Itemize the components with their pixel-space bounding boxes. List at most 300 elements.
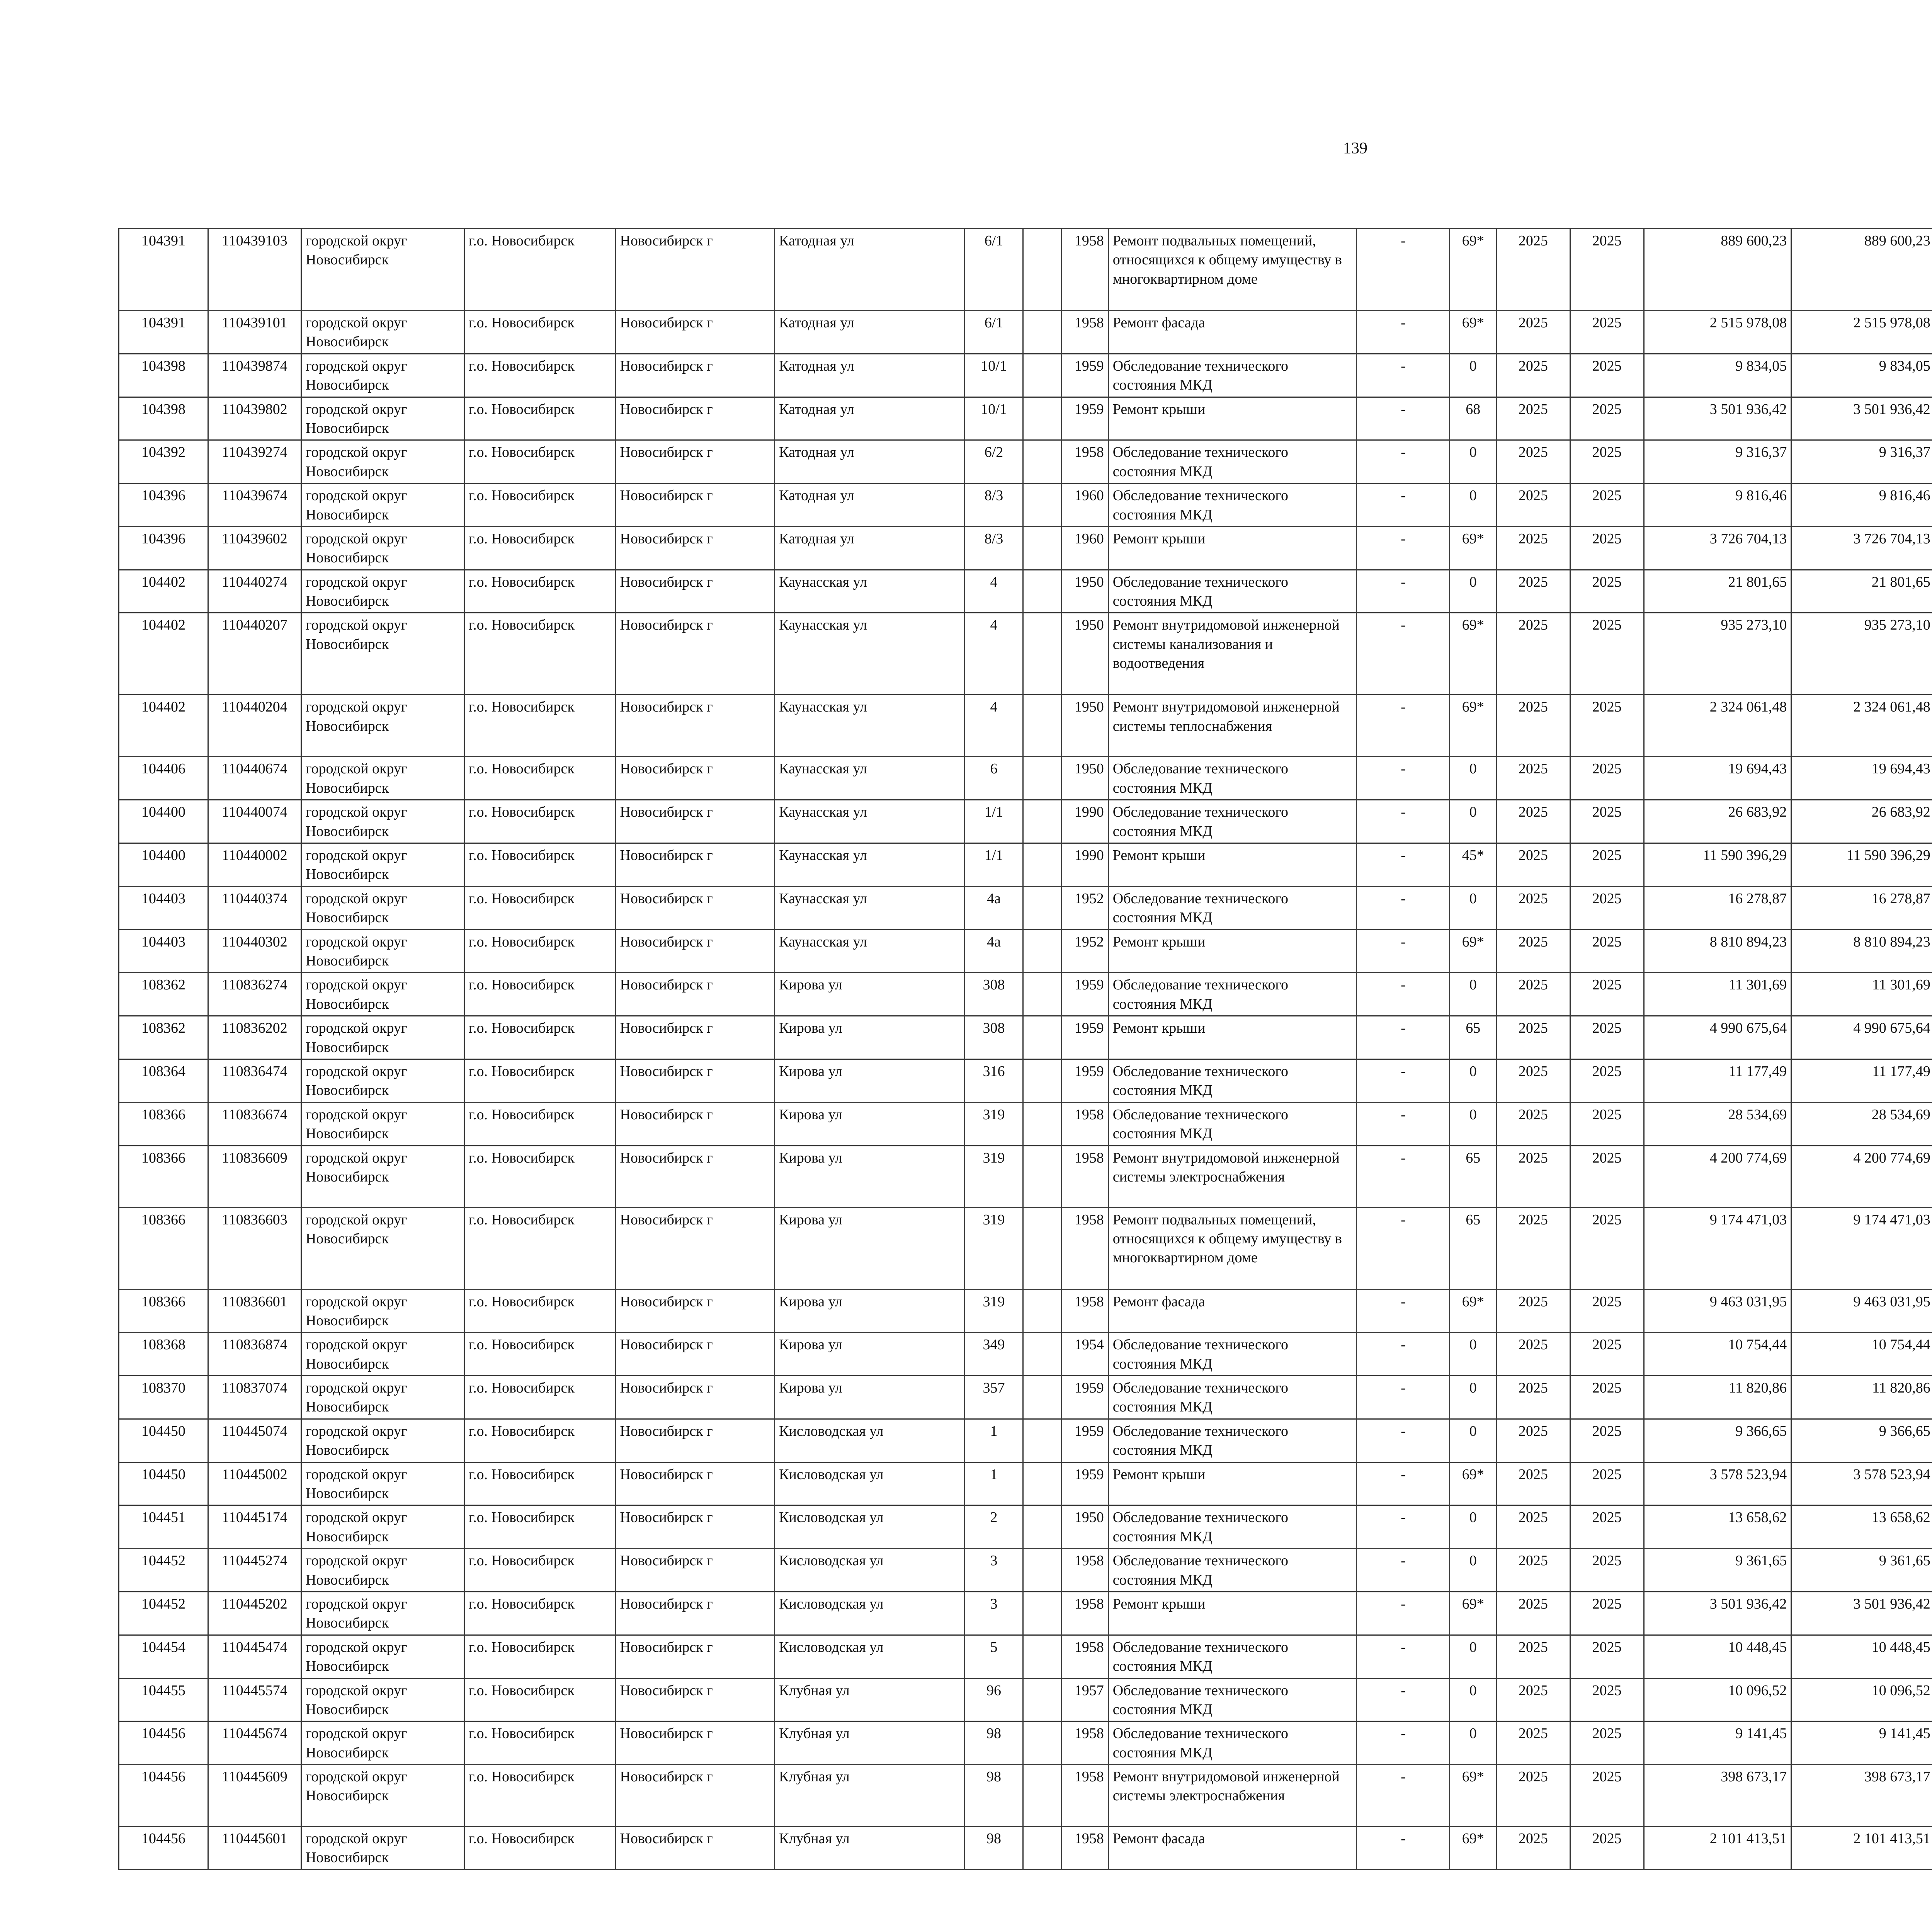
cell-plan-year-end: 2025 (1570, 800, 1644, 843)
cell-work-type: Обследование технического состояния МКД (1108, 1333, 1357, 1376)
cell-work-type: Ремонт крыши (1108, 1462, 1357, 1505)
cell-building (1023, 1592, 1061, 1635)
cell-street: Катодная ул (775, 229, 965, 311)
cell-dash-mark: - (1357, 1549, 1450, 1592)
cell-fund-cost: 9 141,45 (1791, 1721, 1932, 1765)
cell-total-cost: 398 673,17 (1644, 1765, 1791, 1827)
cell-work-type: Обследование технического состояния МКД (1108, 354, 1357, 397)
cell-municipality: городской округ Новосибирск (301, 1549, 464, 1592)
cell-street: Катодная ул (775, 484, 965, 527)
cell-plan-year-end: 2025 (1570, 973, 1644, 1016)
cell-house-id: 108362 (119, 1016, 208, 1059)
cell-building (1023, 1207, 1061, 1289)
cell-year-built: 1990 (1062, 800, 1109, 843)
cell-house-id: 104456 (119, 1721, 208, 1765)
cell-total-cost: 16 278,87 (1644, 886, 1791, 930)
cell-street: Кирова ул (775, 1207, 965, 1289)
cell-municipal-short: г.о. Новосибирск (464, 311, 616, 354)
table-row (119, 229, 1932, 311)
cell-settlement: Новосибирск г (616, 695, 775, 757)
cell-house-id: 104400 (119, 843, 208, 887)
cell-street: Катодная ул (775, 397, 965, 440)
cell-plan-year-start: 2025 (1496, 1333, 1570, 1376)
cell-plan-year-start: 2025 (1496, 1505, 1570, 1549)
cell-dash-mark: - (1357, 1207, 1450, 1289)
cell-municipal-short: г.о. Новосибирск (464, 1678, 616, 1721)
cell-settlement: Новосибирск г (616, 1549, 775, 1592)
cell-house-id: 108366 (119, 1289, 208, 1333)
cell-work-type: Обследование технического состояния МКД (1108, 1505, 1357, 1549)
cell-plan-year-start: 2025 (1496, 1549, 1570, 1592)
cell-work-type: Обследование технического состояния МКД (1108, 886, 1357, 930)
cell-year-built: 1950 (1062, 757, 1109, 800)
cell-municipality: городской округ Новосибирск (301, 886, 464, 930)
cell-building (1023, 1146, 1061, 1207)
cell-municipality: городской округ Новосибирск (301, 1016, 464, 1059)
cell-street: Каунасская ул (775, 757, 965, 800)
cell-municipality: городской округ Новосибирск (301, 1635, 464, 1678)
cell-building (1023, 570, 1061, 613)
cell-settlement: Новосибирск г (616, 930, 775, 973)
cell-year-built: 1959 (1062, 973, 1109, 1016)
cell-building (1023, 1827, 1061, 1870)
cell-plan-year-end: 2025 (1570, 1207, 1644, 1289)
cell-fund-cost: 935 273,10 (1791, 613, 1932, 695)
cell-year-built: 1958 (1062, 1207, 1109, 1289)
cell-municipal-short: г.о. Новосибирск (464, 757, 616, 800)
cell-settlement: Новосибирск г (616, 973, 775, 1016)
cell-plan-year-end: 2025 (1570, 1721, 1644, 1765)
cell-house-number: 319 (965, 1102, 1023, 1146)
cell-plan-year-end: 2025 (1570, 1635, 1644, 1678)
cell-settlement: Новосибирск г (616, 397, 775, 440)
cell-street: Кисловодская ул (775, 1592, 965, 1635)
cell-municipality: городской округ Новосибирск (301, 526, 464, 570)
cell-total-cost: 21 801,65 (1644, 570, 1791, 613)
cell-fund-cost: 4 200 774,69 (1791, 1146, 1932, 1207)
cell-plan-year-end: 2025 (1570, 1765, 1644, 1827)
cell-plan-year-start: 2025 (1496, 1289, 1570, 1333)
cell-work-type: Ремонт крыши (1108, 397, 1357, 440)
cell-fund-cost: 10 096,52 (1791, 1678, 1932, 1721)
cell-dash-mark: - (1357, 1505, 1450, 1549)
cell-street: Кирова ул (775, 1333, 965, 1376)
cell-municipal-short: г.о. Новосибирск (464, 570, 616, 613)
cell-street: Кирова ул (775, 1376, 965, 1419)
cell-fund-cost: 9 366,65 (1791, 1419, 1932, 1462)
cell-municipal-short: г.о. Новосибирск (464, 229, 616, 311)
cell-plan-year-end: 2025 (1570, 570, 1644, 613)
cell-municipal-short: г.о. Новосибирск (464, 800, 616, 843)
cell-municipal-short: г.о. Новосибирск (464, 484, 616, 527)
cell-fund-cost: 28 534,69 (1791, 1102, 1932, 1146)
cell-building (1023, 1333, 1061, 1376)
cell-total-cost: 9 361,65 (1644, 1549, 1791, 1592)
cell-municipal-short: г.о. Новосибирск (464, 1827, 616, 1870)
cell-total-cost: 19 694,43 (1644, 757, 1791, 800)
cell-record-id: 110445574 (208, 1678, 301, 1721)
cell-house-number: 98 (965, 1827, 1023, 1870)
cell-building (1023, 1462, 1061, 1505)
cell-street: Каунасская ул (775, 695, 965, 757)
cell-street: Кисловодская ул (775, 1505, 965, 1549)
cell-house-id: 104406 (119, 757, 208, 800)
cell-plan-year-end: 2025 (1570, 354, 1644, 397)
cell-house-id: 104396 (119, 484, 208, 527)
cell-settlement: Новосибирск г (616, 1333, 775, 1376)
cell-record-id: 110439874 (208, 354, 301, 397)
cell-record-id: 110440002 (208, 843, 301, 887)
cell-work-type: Обследование технического состояния МКД (1108, 1059, 1357, 1102)
cell-year-built: 1958 (1062, 1146, 1109, 1207)
cell-dash-mark: - (1357, 1721, 1450, 1765)
cell-total-cost: 2 515 978,08 (1644, 311, 1791, 354)
cell-building (1023, 1419, 1061, 1462)
cell-total-cost: 9 816,46 (1644, 484, 1791, 527)
cell-municipal-short: г.о. Новосибирск (464, 613, 616, 695)
cell-total-cost: 9 316,37 (1644, 440, 1791, 484)
cell-municipality: городской округ Новосибирск (301, 311, 464, 354)
cell-house-number: 1/1 (965, 843, 1023, 887)
cell-settlement: Новосибирск г (616, 1376, 775, 1419)
cell-record-id: 110836474 (208, 1059, 301, 1102)
table-row (119, 1419, 1932, 1462)
cell-work-type: Обследование технического состояния МКД (1108, 1549, 1357, 1592)
cell-street: Кисловодская ул (775, 1635, 965, 1678)
cell-settlement: Новосибирск г (616, 757, 775, 800)
cell-settlement: Новосибирск г (616, 613, 775, 695)
table-row (119, 800, 1932, 843)
table-row (119, 613, 1932, 695)
cell-year-built: 1950 (1062, 613, 1109, 695)
cell-municipal-short: г.о. Новосибирск (464, 1721, 616, 1765)
cell-fund-cost: 11 820,86 (1791, 1376, 1932, 1419)
cell-wear-percent: 69* (1450, 695, 1497, 757)
cell-total-cost: 9 834,05 (1644, 354, 1791, 397)
cell-wear-percent: 69* (1450, 930, 1497, 973)
cell-record-id: 110836874 (208, 1333, 301, 1376)
cell-total-cost: 10 448,45 (1644, 1635, 1791, 1678)
cell-street: Кирова ул (775, 1059, 965, 1102)
cell-fund-cost: 9 834,05 (1791, 354, 1932, 397)
cell-total-cost: 9 463 031,95 (1644, 1289, 1791, 1333)
table-row (119, 1102, 1932, 1146)
cell-house-id: 104456 (119, 1827, 208, 1870)
cell-street: Кисловодская ул (775, 1462, 965, 1505)
cell-plan-year-end: 2025 (1570, 311, 1644, 354)
cell-street: Кирова ул (775, 1289, 965, 1333)
table-row (119, 570, 1932, 613)
cell-dash-mark: - (1357, 1635, 1450, 1678)
cell-total-cost: 11 177,49 (1644, 1059, 1791, 1102)
cell-record-id: 110445609 (208, 1765, 301, 1827)
cell-street: Кисловодская ул (775, 1419, 965, 1462)
cell-settlement: Новосибирск г (616, 311, 775, 354)
cell-municipality: городской округ Новосибирск (301, 757, 464, 800)
cell-total-cost: 26 683,92 (1644, 800, 1791, 843)
cell-plan-year-end: 2025 (1570, 1102, 1644, 1146)
cell-house-id: 104396 (119, 526, 208, 570)
cell-total-cost: 935 273,10 (1644, 613, 1791, 695)
cell-fund-cost: 9 816,46 (1791, 484, 1932, 527)
cell-dash-mark: - (1357, 843, 1450, 887)
cell-fund-cost: 8 810 894,23 (1791, 930, 1932, 973)
cell-work-type: Обследование технического состояния МКД (1108, 757, 1357, 800)
cell-wear-percent: 0 (1450, 973, 1497, 1016)
cell-municipal-short: г.о. Новосибирск (464, 1376, 616, 1419)
table-row (119, 1462, 1932, 1505)
cell-total-cost: 3 501 936,42 (1644, 397, 1791, 440)
table-row (119, 757, 1932, 800)
table-row (119, 1059, 1932, 1102)
cell-municipality: городской округ Новосибирск (301, 354, 464, 397)
cell-settlement: Новосибирск г (616, 1765, 775, 1827)
cell-total-cost: 3 726 704,13 (1644, 526, 1791, 570)
cell-house-number: 6/2 (965, 440, 1023, 484)
cell-building (1023, 354, 1061, 397)
cell-wear-percent: 69* (1450, 526, 1497, 570)
cell-record-id: 110440207 (208, 613, 301, 695)
table-row (119, 1505, 1932, 1549)
cell-work-type: Обследование технического состояния МКД (1108, 484, 1357, 527)
table-row (119, 397, 1932, 440)
cell-fund-cost: 2 515 978,08 (1791, 311, 1932, 354)
cell-total-cost: 8 810 894,23 (1644, 930, 1791, 973)
cell-building (1023, 1505, 1061, 1549)
cell-dash-mark: - (1357, 1102, 1450, 1146)
cell-house-id: 104402 (119, 613, 208, 695)
cell-dash-mark: - (1357, 1333, 1450, 1376)
cell-total-cost: 11 590 396,29 (1644, 843, 1791, 887)
cell-building (1023, 695, 1061, 757)
cell-municipal-short: г.о. Новосибирск (464, 886, 616, 930)
cell-municipal-short: г.о. Новосибирск (464, 1549, 616, 1592)
cell-fund-cost: 9 174 471,03 (1791, 1207, 1932, 1289)
cell-street: Кирова ул (775, 1016, 965, 1059)
cell-total-cost: 4 990 675,64 (1644, 1016, 1791, 1059)
cell-fund-cost: 26 683,92 (1791, 800, 1932, 843)
cell-building (1023, 440, 1061, 484)
cell-building (1023, 1289, 1061, 1333)
cell-house-number: 308 (965, 973, 1023, 1016)
cell-building (1023, 886, 1061, 930)
cell-settlement: Новосибирск г (616, 1462, 775, 1505)
registry-table (118, 228, 1932, 1870)
cell-year-built: 1958 (1062, 1549, 1109, 1592)
cell-dash-mark: - (1357, 757, 1450, 800)
cell-plan-year-start: 2025 (1496, 526, 1570, 570)
cell-municipality: городской округ Новосибирск (301, 1289, 464, 1333)
cell-work-type: Ремонт фасада (1108, 311, 1357, 354)
cell-dash-mark: - (1357, 1592, 1450, 1635)
cell-house-number: 3 (965, 1592, 1023, 1635)
cell-plan-year-end: 2025 (1570, 440, 1644, 484)
cell-record-id: 110440674 (208, 757, 301, 800)
cell-municipal-short: г.о. Новосибирск (464, 1592, 616, 1635)
cell-plan-year-start: 2025 (1496, 1721, 1570, 1765)
cell-street: Клубная ул (775, 1678, 965, 1721)
cell-municipality: городской округ Новосибирск (301, 973, 464, 1016)
cell-record-id: 110439274 (208, 440, 301, 484)
table-row (119, 440, 1932, 484)
cell-plan-year-end: 2025 (1570, 1505, 1644, 1549)
cell-year-built: 1958 (1062, 440, 1109, 484)
cell-fund-cost: 2 101 413,51 (1791, 1827, 1932, 1870)
cell-building (1023, 311, 1061, 354)
cell-fund-cost: 21 801,65 (1791, 570, 1932, 613)
cell-total-cost: 10 096,52 (1644, 1678, 1791, 1721)
cell-municipality: городской округ Новосибирск (301, 484, 464, 527)
cell-house-number: 4а (965, 886, 1023, 930)
cell-municipal-short: г.о. Новосибирск (464, 1333, 616, 1376)
cell-fund-cost: 3 501 936,42 (1791, 397, 1932, 440)
cell-municipal-short: г.о. Новосибирск (464, 1289, 616, 1333)
cell-fund-cost: 889 600,23 (1791, 229, 1932, 311)
cell-plan-year-start: 2025 (1496, 1765, 1570, 1827)
cell-house-number: 6/1 (965, 311, 1023, 354)
cell-municipality: городской округ Новосибирск (301, 1462, 464, 1505)
cell-house-number: 6 (965, 757, 1023, 800)
cell-house-id: 104398 (119, 354, 208, 397)
cell-total-cost: 9 141,45 (1644, 1721, 1791, 1765)
cell-plan-year-end: 2025 (1570, 1462, 1644, 1505)
cell-dash-mark: - (1357, 1765, 1450, 1827)
cell-building (1023, 1016, 1061, 1059)
cell-year-built: 1950 (1062, 695, 1109, 757)
cell-total-cost: 11 820,86 (1644, 1376, 1791, 1419)
cell-street: Клубная ул (775, 1827, 965, 1870)
cell-work-type: Ремонт подвальных помещений, относящихся к общему имуществу в многоквартирном доме (1108, 1207, 1357, 1289)
cell-building (1023, 1059, 1061, 1102)
cell-wear-percent: 0 (1450, 1505, 1497, 1549)
cell-work-type: Обследование технического состояния МКД (1108, 1721, 1357, 1765)
cell-house-id: 104456 (119, 1765, 208, 1827)
cell-house-number: 349 (965, 1333, 1023, 1376)
cell-work-type: Ремонт крыши (1108, 1016, 1357, 1059)
cell-plan-year-end: 2025 (1570, 1678, 1644, 1721)
cell-fund-cost: 13 658,62 (1791, 1505, 1932, 1549)
cell-house-id: 108366 (119, 1207, 208, 1289)
cell-year-built: 1959 (1062, 1376, 1109, 1419)
cell-plan-year-start: 2025 (1496, 1635, 1570, 1678)
cell-wear-percent: 0 (1450, 484, 1497, 527)
cell-settlement: Новосибирск г (616, 526, 775, 570)
cell-year-built: 1959 (1062, 1016, 1109, 1059)
cell-building (1023, 613, 1061, 695)
cell-street: Каунасская ул (775, 613, 965, 695)
cell-house-id: 104450 (119, 1419, 208, 1462)
cell-plan-year-start: 2025 (1496, 1016, 1570, 1059)
cell-house-number: 10/1 (965, 397, 1023, 440)
cell-settlement: Новосибирск г (616, 1827, 775, 1870)
cell-total-cost: 889 600,23 (1644, 229, 1791, 311)
cell-plan-year-start: 2025 (1496, 1059, 1570, 1102)
cell-year-built: 1960 (1062, 526, 1109, 570)
cell-plan-year-end: 2025 (1570, 1376, 1644, 1419)
cell-work-type: Ремонт крыши (1108, 526, 1357, 570)
cell-municipal-short: г.о. Новосибирск (464, 1102, 616, 1146)
cell-house-id: 108362 (119, 973, 208, 1016)
cell-work-type: Обследование технического состояния МКД (1108, 1376, 1357, 1419)
cell-year-built: 1958 (1062, 1721, 1109, 1765)
cell-settlement: Новосибирск г (616, 1146, 775, 1207)
table-row (119, 973, 1932, 1016)
cell-building (1023, 973, 1061, 1016)
cell-municipal-short: г.о. Новосибирск (464, 1419, 616, 1462)
cell-municipality: городской округ Новосибирск (301, 1333, 464, 1376)
cell-record-id: 110439101 (208, 311, 301, 354)
cell-municipality: городской округ Новосибирск (301, 1059, 464, 1102)
cell-building (1023, 800, 1061, 843)
cell-plan-year-start: 2025 (1496, 843, 1570, 887)
cell-plan-year-end: 2025 (1570, 613, 1644, 695)
cell-plan-year-start: 2025 (1496, 570, 1570, 613)
cell-municipal-short: г.о. Новосибирск (464, 1016, 616, 1059)
cell-wear-percent: 69* (1450, 229, 1497, 311)
cell-dash-mark: - (1357, 886, 1450, 930)
cell-record-id: 110836609 (208, 1146, 301, 1207)
page-number: 139 (1343, 140, 1367, 157)
cell-plan-year-end: 2025 (1570, 1016, 1644, 1059)
cell-fund-cost: 9 316,37 (1791, 440, 1932, 484)
cell-wear-percent: 0 (1450, 570, 1497, 613)
cell-total-cost: 9 366,65 (1644, 1419, 1791, 1462)
cell-settlement: Новосибирск г (616, 570, 775, 613)
cell-dash-mark: - (1357, 397, 1450, 440)
cell-plan-year-start: 2025 (1496, 973, 1570, 1016)
table-row (119, 484, 1932, 527)
cell-fund-cost: 19 694,43 (1791, 757, 1932, 800)
cell-record-id: 110836274 (208, 973, 301, 1016)
cell-municipality: городской округ Новосибирск (301, 1505, 464, 1549)
cell-wear-percent: 69* (1450, 1765, 1497, 1827)
cell-street: Клубная ул (775, 1765, 965, 1827)
cell-fund-cost: 9 361,65 (1791, 1549, 1932, 1592)
cell-building (1023, 229, 1061, 311)
cell-house-id: 104403 (119, 930, 208, 973)
table-row (119, 1376, 1932, 1419)
cell-year-built: 1958 (1062, 1289, 1109, 1333)
cell-year-built: 1958 (1062, 1592, 1109, 1635)
cell-work-type: Обследование технического состояния МКД (1108, 973, 1357, 1016)
cell-house-number: 5 (965, 1635, 1023, 1678)
cell-record-id: 110836601 (208, 1289, 301, 1333)
cell-dash-mark: - (1357, 1016, 1450, 1059)
cell-record-id: 110440374 (208, 886, 301, 930)
cell-year-built: 1950 (1062, 570, 1109, 613)
cell-house-id: 104402 (119, 695, 208, 757)
table-row (119, 843, 1932, 887)
cell-year-built: 1959 (1062, 397, 1109, 440)
cell-record-id: 110445174 (208, 1505, 301, 1549)
cell-year-built: 1958 (1062, 1827, 1109, 1870)
cell-fund-cost: 11 301,69 (1791, 973, 1932, 1016)
cell-settlement: Новосибирск г (616, 843, 775, 887)
cell-house-id: 108366 (119, 1102, 208, 1146)
cell-municipality: городской округ Новосибирск (301, 570, 464, 613)
cell-municipality: городской округ Новосибирск (301, 843, 464, 887)
cell-municipal-short: г.о. Новосибирск (464, 1765, 616, 1827)
cell-street: Катодная ул (775, 354, 965, 397)
cell-year-built: 1959 (1062, 354, 1109, 397)
table-row (119, 311, 1932, 354)
cell-street: Клубная ул (775, 1721, 965, 1765)
cell-record-id: 110445674 (208, 1721, 301, 1765)
cell-record-id: 110440204 (208, 695, 301, 757)
cell-house-number: 357 (965, 1376, 1023, 1419)
cell-plan-year-start: 2025 (1496, 800, 1570, 843)
cell-wear-percent: 45* (1450, 843, 1497, 887)
